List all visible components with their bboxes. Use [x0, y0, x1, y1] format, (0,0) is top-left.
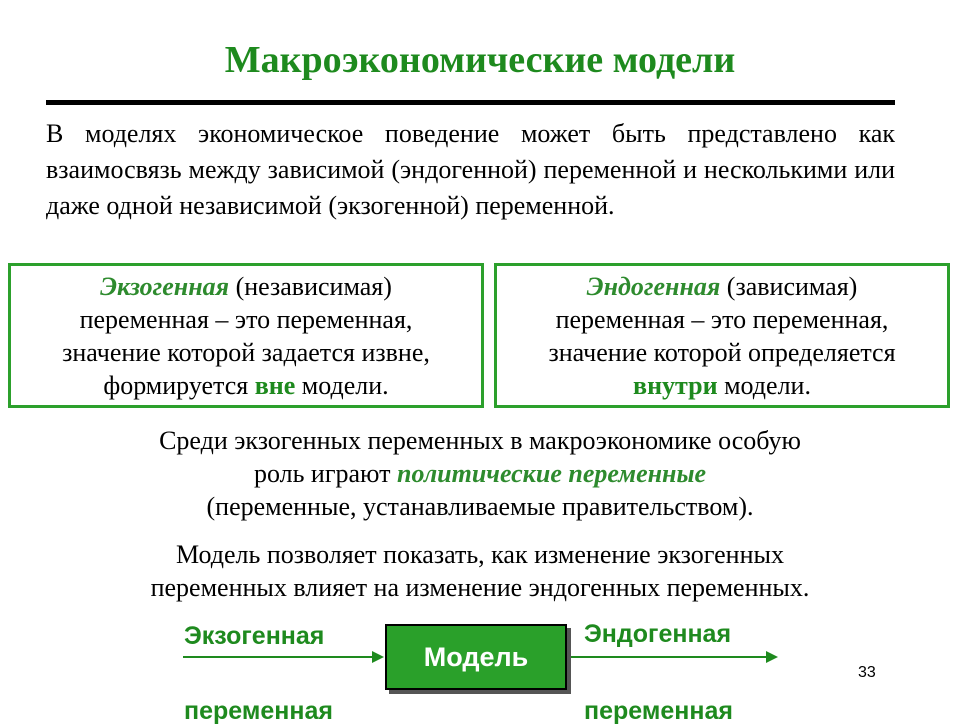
model-line2: переменных влияет на изменение эндогенных переменных.	[150, 573, 810, 602]
exogenous-line2: переменная – это переменная,	[79, 305, 413, 334]
page-number: 33	[858, 664, 876, 681]
output-arrowhead	[766, 651, 778, 663]
policy-line1: Среди экзогенных переменных в макроэкономике особую	[159, 426, 801, 455]
slide-title: Макроэкономические модели	[224, 39, 736, 81]
exogenous-flow-label-bottom: переменная	[184, 697, 333, 725]
exogenous-flow-label: Экзогенная	[184, 622, 325, 650]
policy-line3: (переменные, устанавливаемые правительством).	[206, 492, 754, 521]
model-line1: Модель позволяет показать, как изменение экзогенных	[176, 540, 784, 569]
exogenous-line4-pre: формируется	[103, 371, 255, 400]
endogenous-flow-label: Эндогенная	[584, 620, 732, 648]
exogenous-line1-rest: (независимая)	[229, 272, 392, 301]
input-arrowhead	[372, 651, 384, 663]
exogenous-line4-post: модели.	[295, 371, 389, 400]
endogenous-flow-label-bottom: переменная	[584, 697, 733, 725]
exogenous-term: Экзогенная	[100, 272, 230, 301]
intro-paragraph: В моделях экономическое поведение может быть представлено как взаимосвязь между зависимой (эндогенной) переменной и несколькими или даже одной независимой (экзогенной) переменной.	[46, 119, 895, 220]
policy-variables-term: политические переменные	[397, 459, 707, 488]
exogenous-line3: значение которой задается извне,	[62, 338, 430, 367]
endogenous-line2: переменная – это переменная,	[555, 305, 889, 334]
endogenous-line4-post: модели.	[717, 371, 811, 400]
policy-line2-pre: роль играют	[253, 459, 397, 488]
endogenous-line1-rest: (зависимая)	[720, 272, 858, 301]
endogenous-keyword-inside: внутри	[633, 371, 718, 400]
model-box: Модель	[385, 624, 567, 690]
endogenous-term: Эндогенная	[586, 272, 721, 301]
endogenous-line3: значение которой определяется	[548, 338, 896, 367]
exogenous-keyword-outside: вне	[254, 371, 296, 400]
